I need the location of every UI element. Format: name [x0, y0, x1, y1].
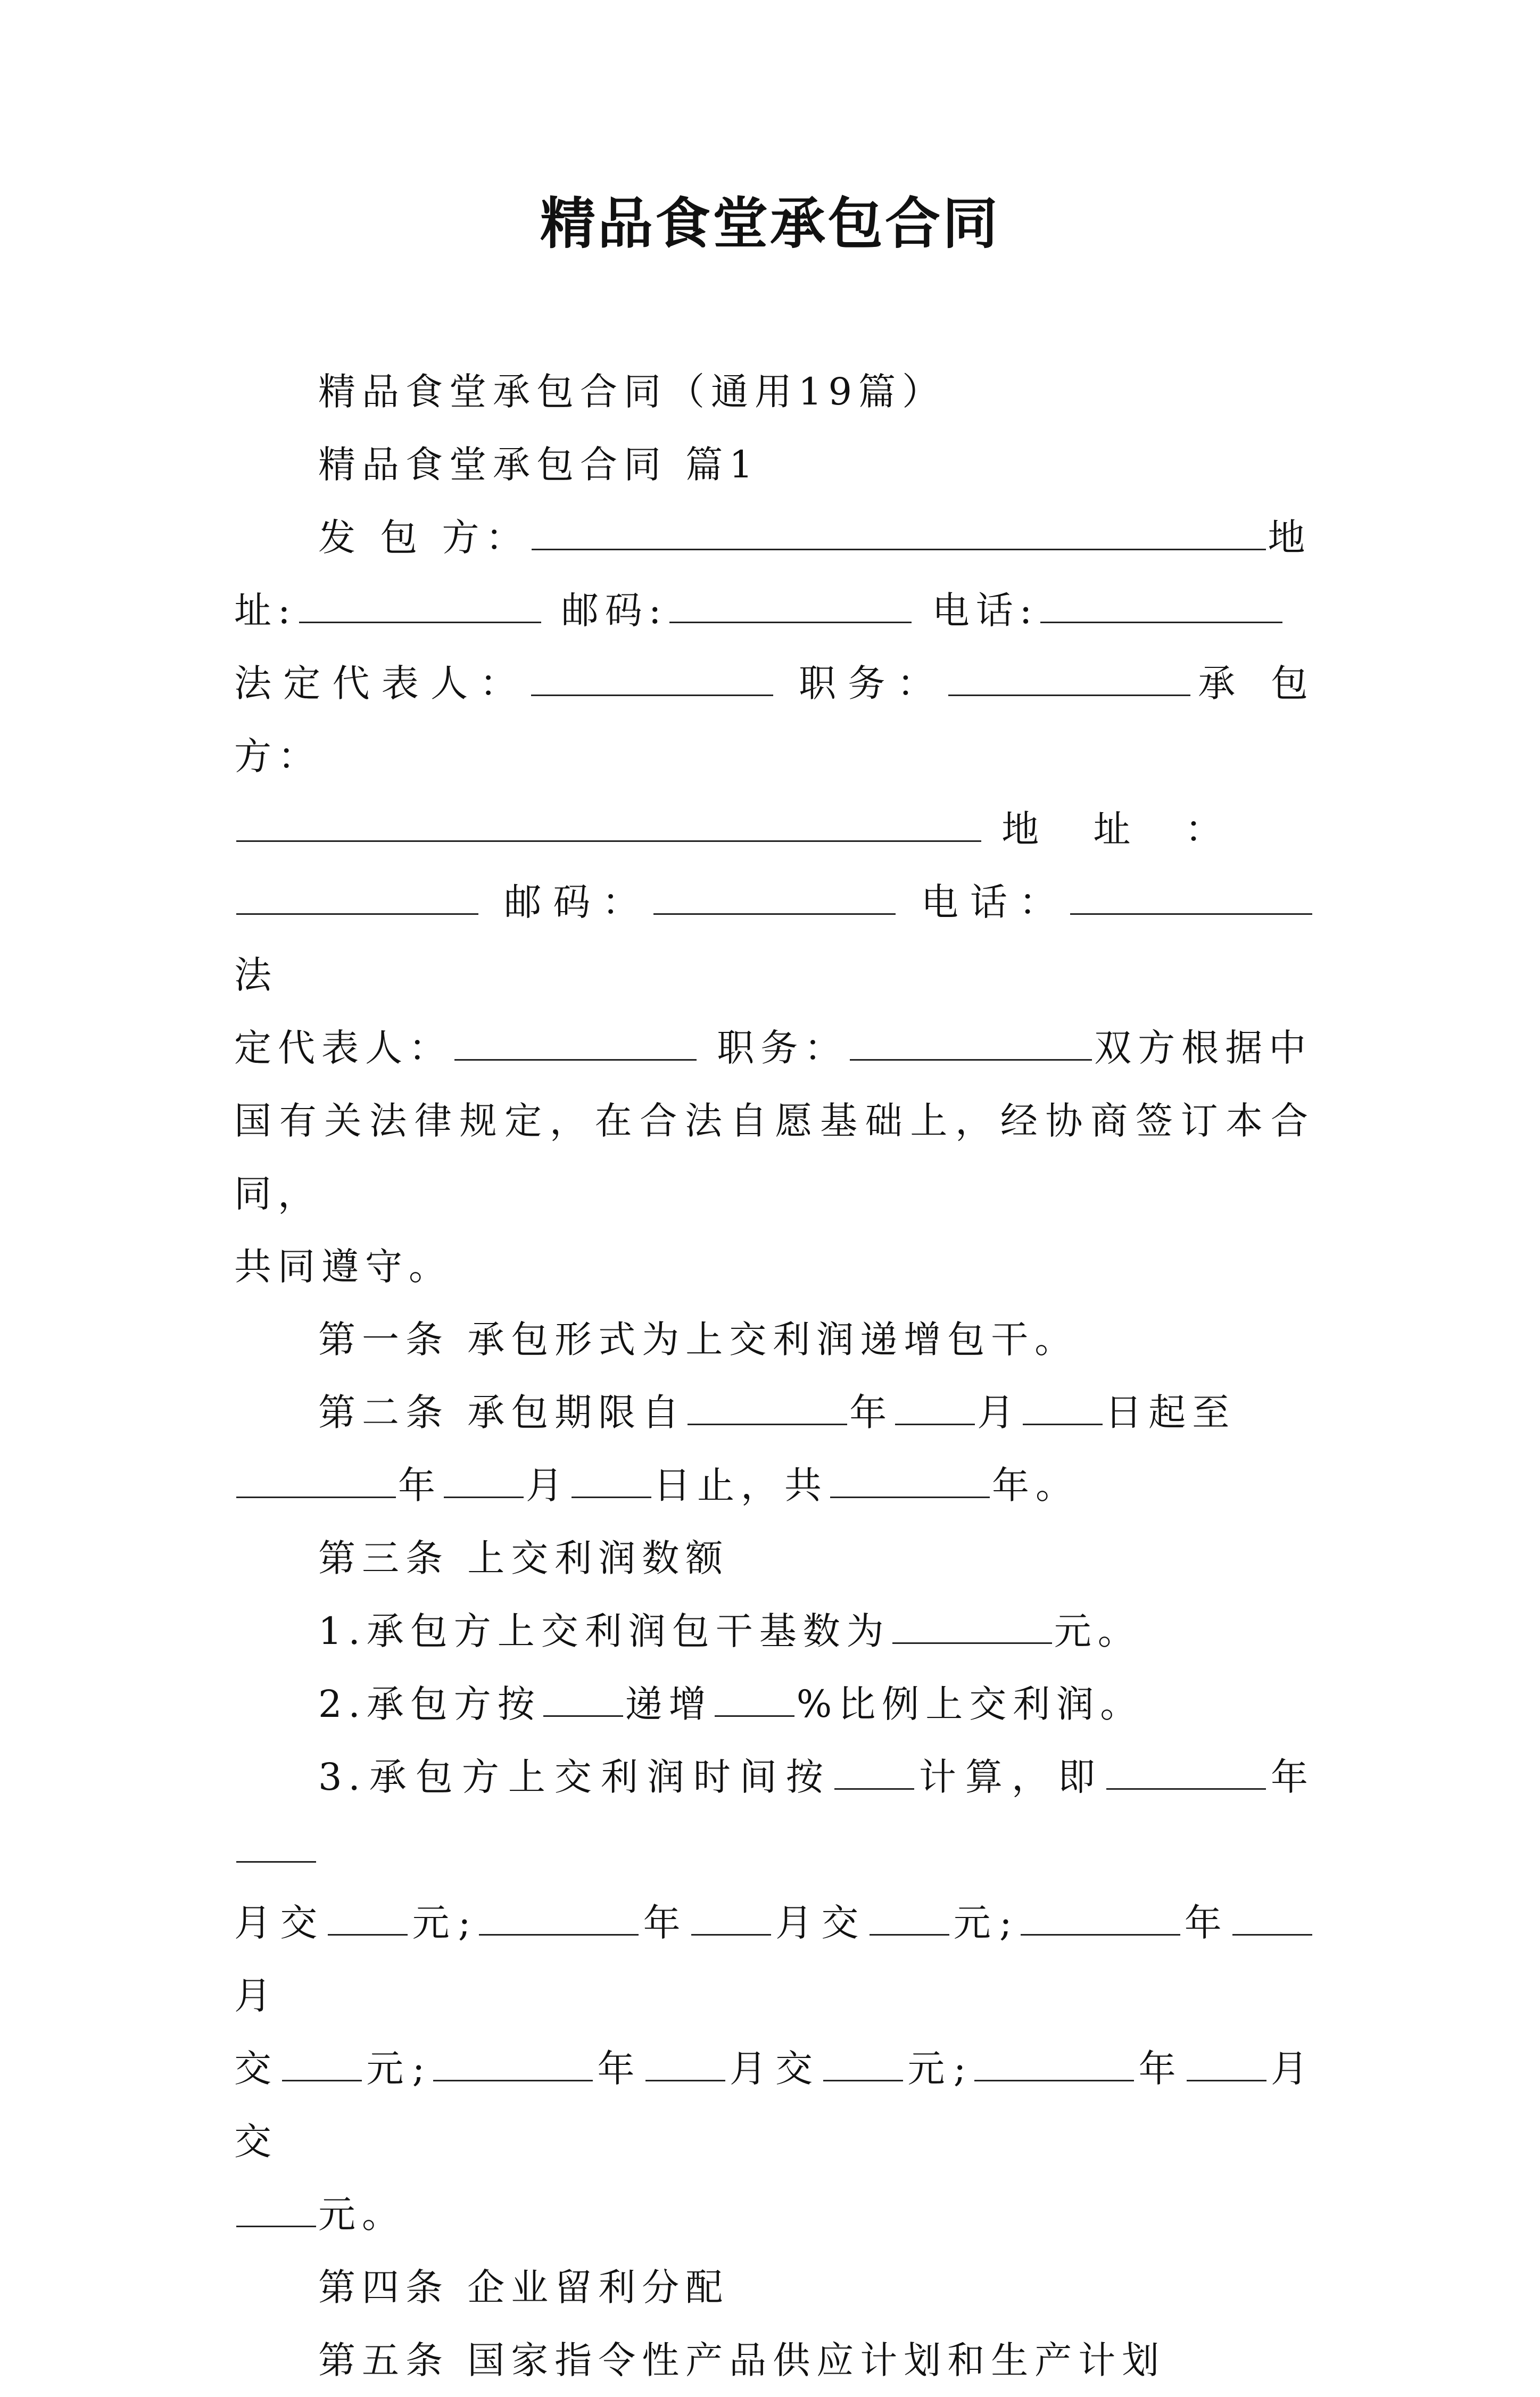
month-pay-label: 月交 [234, 1901, 326, 1945]
party-a-blank[interactable] [532, 518, 1266, 550]
party-b-legal-rep-label-2: 定代表人： [234, 1026, 452, 1070]
address-label: 地 [1268, 516, 1312, 559]
month-blank[interactable] [691, 1903, 771, 1936]
yuan-label: 元; [905, 2047, 973, 2090]
payment-year-blank[interactable] [1106, 1757, 1266, 1790]
month-pay-label: 月交 [727, 2047, 822, 2090]
party-b-rep-line [234, 1012, 1314, 1085]
party-b-contact-line [234, 866, 1314, 1012]
article-4: 第四条 企业留利分配 [318, 2266, 730, 2309]
party-b-blank[interactable] [236, 809, 981, 842]
party-a-contact-line [234, 574, 1314, 647]
zip-blank[interactable] [669, 591, 912, 623]
article-2-label: 第二条 承包期限自 [318, 1391, 686, 1434]
item-3-mid: 计算，即 [916, 1755, 1104, 1799]
party-b-legal-rep-label-1: 法 [234, 953, 278, 997]
position-blank[interactable] [948, 664, 1190, 696]
party-b-zip-blank[interactable] [653, 882, 896, 915]
month-label: 月 [234, 1974, 278, 2018]
year-label: 年 [641, 1901, 689, 1945]
legal-rep-blank[interactable] [531, 664, 773, 696]
party-info-paragraph [234, 501, 1314, 574]
amount-blank[interactable] [328, 1903, 408, 1936]
day-end-label: 日止，共 [653, 1464, 828, 1507]
yuan-label: 元; [364, 2047, 432, 2090]
article-1: 第一条 承包形式为上交利润递增包干。 [318, 1318, 1079, 1361]
start-day-blank[interactable] [1023, 1393, 1103, 1425]
address-label-2: 址: [234, 589, 297, 632]
article-5: 第五条 国家指令性产品供应计划和生产计划 [318, 2338, 1166, 2382]
end-year-blank[interactable] [236, 1466, 396, 1498]
party-b-address-blank[interactable] [236, 882, 478, 915]
year-label: 年 [398, 1464, 442, 1507]
year-label: 年 [1268, 1755, 1314, 1799]
party-b-phone-label: 电话： [921, 880, 1068, 924]
month-blank[interactable] [1187, 2049, 1266, 2081]
item-1-text: 1.承包方上交利润包干基数为 [318, 1609, 890, 1653]
month-blank[interactable] [1232, 1903, 1312, 1936]
yuan-label: 元; [410, 1901, 477, 1945]
end-month-blank[interactable] [444, 1466, 524, 1498]
party-b-legal-rep-blank[interactable] [454, 1028, 697, 1061]
party-b-position-label: 职务： [717, 1026, 848, 1070]
year-blank[interactable] [433, 2049, 593, 2081]
month-label: 月 [977, 1391, 1021, 1434]
item-2-end: %比例上交利润。 [796, 1682, 1144, 1726]
month-pay-label: 月交 [234, 2047, 1315, 2163]
item-1 [234, 1595, 1314, 1668]
amount-blank[interactable] [282, 2049, 362, 2081]
item-2 [234, 1668, 1314, 1741]
item-3-line-3 [234, 2032, 1314, 2178]
phone-label: 电话: [932, 589, 1039, 632]
month-pay-label: 月交 [773, 1901, 867, 1945]
part-heading: 精品食堂承包合同 篇1 [318, 443, 759, 486]
start-year-blank[interactable] [688, 1393, 847, 1425]
party-b-zip-label: 邮码： [504, 880, 651, 924]
party-b-address-line [234, 793, 1314, 866]
total-years-blank[interactable] [830, 1466, 990, 1498]
item-3-line-1 [234, 1741, 1314, 1887]
legal-rep-label: 法定代表人： [234, 662, 529, 705]
month-label: 月 [526, 1464, 569, 1507]
item-3-line-2 [234, 1887, 1314, 2032]
item-3-line-4 [234, 2178, 1314, 2251]
party-b-position-blank[interactable] [850, 1028, 1092, 1061]
party-b-address-label: 地 址 ： [1001, 807, 1244, 851]
item-2-mid: 递增 [625, 1682, 713, 1726]
base-amount-blank[interactable] [892, 1611, 1052, 1644]
month-blank[interactable] [645, 2049, 725, 2081]
year-label: 年 [595, 2047, 643, 2090]
year-label: 年 [1136, 2047, 1185, 2090]
start-month-blank[interactable] [895, 1393, 975, 1425]
increment-basis-blank[interactable] [543, 1684, 623, 1717]
item-3-text: 3.承包方上交利润时间按 [318, 1755, 832, 1799]
year-end-label: 年。 [992, 1464, 1079, 1507]
payment-period-blank[interactable] [834, 1757, 914, 1790]
year-blank[interactable] [974, 2049, 1134, 2081]
item-2-text: 2.承包方按 [318, 1682, 541, 1726]
zip-label: 邮码: [561, 589, 668, 632]
agreement-intro-3: 共同遵守。 [234, 1245, 452, 1288]
party-a-label: 发 包 方： [318, 516, 529, 559]
party-b-phone-blank[interactable] [1070, 882, 1312, 915]
year-blank[interactable] [1021, 1903, 1180, 1936]
document-body [234, 356, 1314, 2397]
end-day-blank[interactable] [572, 1466, 651, 1498]
position-label: 职务： [799, 662, 946, 705]
item-1-end: 元。 [1054, 1609, 1141, 1653]
year-blank[interactable] [479, 1903, 639, 1936]
article-2-line-2 [234, 1449, 1314, 1522]
agreement-intro-1: 双方根据中 [1094, 1026, 1313, 1070]
party-a-rep-line [234, 647, 1314, 793]
amount-blank[interactable] [870, 1903, 949, 1936]
yuan-end-label: 元。 [318, 2193, 405, 2236]
increment-percent-blank[interactable] [715, 1684, 794, 1717]
amount-blank[interactable] [823, 2049, 903, 2081]
phone-blank[interactable] [1040, 591, 1282, 623]
jiao-label: 交 [234, 2047, 280, 2090]
party-b-label: 承 包 方： [234, 662, 1315, 778]
amount-blank[interactable] [236, 2195, 316, 2227]
article-3: 第三条 上交利润数额 [318, 1536, 730, 1580]
article-2-line-1 [234, 1376, 1314, 1449]
document-title: 精品食堂承包合同 [540, 191, 1000, 256]
payment-month-blank[interactable] [236, 1830, 316, 1863]
agreement-intro-2: 国有关法律规定，在合法自愿基础上，经协商签订本合同， [234, 1099, 1314, 1216]
address-blank[interactable] [299, 591, 541, 623]
year-label: 年 [849, 1391, 893, 1434]
subtitle: 精品食堂承包合同（通用19篇） [318, 370, 946, 414]
day-start-label: 日起至 [1105, 1391, 1236, 1434]
yuan-label: 元; [951, 1901, 1019, 1945]
year-label: 年 [1182, 1901, 1231, 1945]
